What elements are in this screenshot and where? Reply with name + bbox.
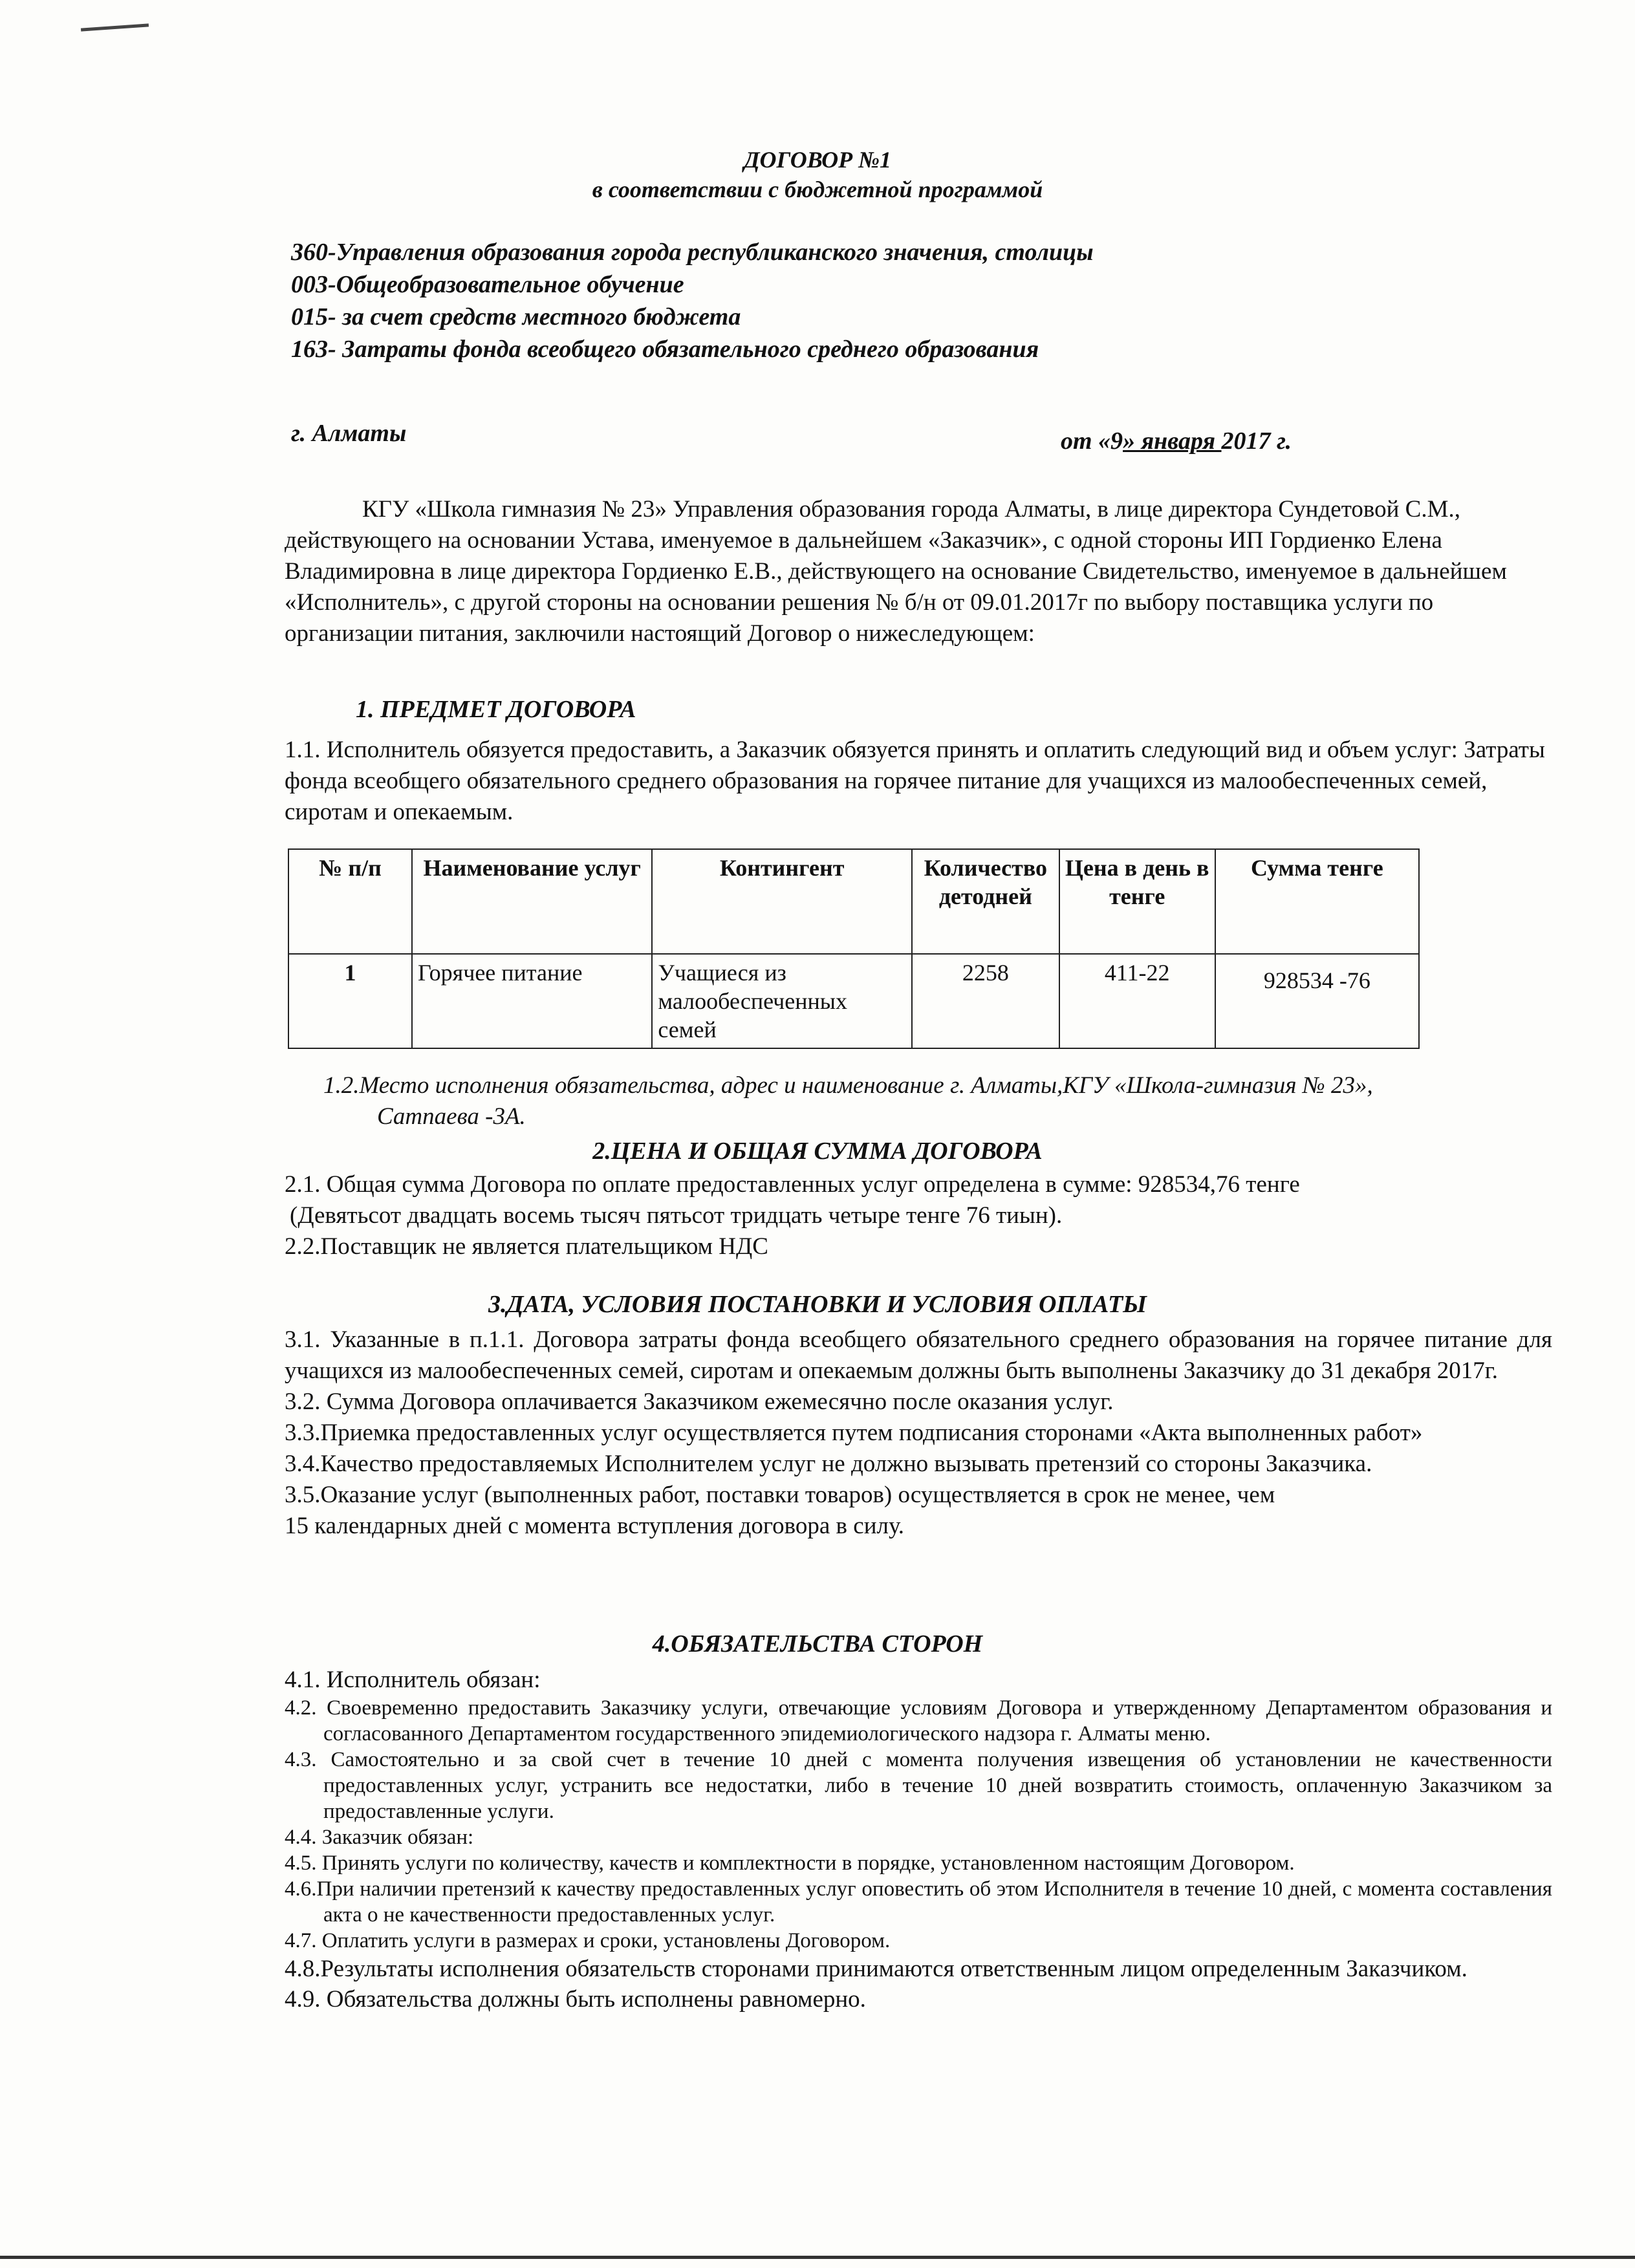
clause-4-9: 4.9. Обязательства должны быть исполнены равномерно.	[285, 1986, 866, 2013]
clause-4-2: 4.2. Своевременно предоставить Заказчику услуги, отвечающие условиям Договора и утвержденному Департаментом образования и согласованного Департаментом государственного эпидемиологического надзора г. Алматы меню.	[285, 1696, 1552, 1745]
clause-4-4: 4.4. Заказчик обязан:	[285, 1826, 474, 1849]
table-header: Контингент	[652, 849, 912, 954]
clause-4-8: 4.8.Результаты исполнения обязательств сторонами принимаются ответственным лицом определенным Заказчиком.	[285, 1956, 1467, 1982]
budget-line: 003-Общеобразовательное обучение	[291, 271, 684, 298]
date-suffix: 2017 г.	[1221, 427, 1292, 455]
scan-bottom-edge	[0, 2256, 1635, 2259]
clause-2-1: 2.1. Общая сумма Договора по оплате предоставленных услуг определена в сумме: 928534,76 тенге	[285, 1171, 1300, 1198]
table-cell: Горячее питание	[412, 954, 652, 1048]
table-header: Количество детодней	[912, 849, 1059, 954]
date-underlined: » января	[1123, 427, 1222, 455]
section-4-body	[285, 1665, 1552, 2014]
section-3-heading: 3.ДАТА, УСЛОВИЯ ПОСТАНОВКИ И УСЛОВИЯ ОПЛАТЫ	[488, 1291, 1147, 1318]
clause-3-5-term: 15 календарных дней с момента вступления договора в силу.	[285, 1513, 905, 1539]
table-header: Цена в день в тенге	[1059, 849, 1215, 954]
clause-4-5: 4.5. Принять услуги по количеству, качеств и комплектности в порядке, установленном настоящим Договором.	[285, 1852, 1295, 1875]
section-4-heading: 4.ОБЯЗАТЕЛЬСТВА СТОРОН	[652, 1630, 983, 1658]
section-2-body	[285, 1169, 1552, 1262]
clause-1-2-address: Сатпаева -3А.	[377, 1103, 526, 1130]
clause-1-2: 1.2.Место исполнения обязательства, адрес и наименование г. Алматы,КГУ «Школа-гимназия № 23»,	[323, 1072, 1373, 1099]
contract-date	[1061, 427, 1292, 455]
table-row	[288, 954, 1419, 1048]
section-3-body	[285, 1324, 1552, 1542]
table-header: Наименование услуг	[412, 849, 652, 954]
clause-3-1: 3.1. Указанные в п.1.1. Договора затраты фонда всеобщего обязательного среднего образования на горячее питание для учащихся из малообеспеченных семей, сиротам и опекаемым должны быть выполнены Заказчику до 31 декабря 2017г.	[285, 1326, 1552, 1384]
clause-3-5: 3.5.Оказание услуг (выполненных работ, поставки товаров) осуществляется в срок не менее, чем	[285, 1482, 1275, 1508]
budget-line: 015- за счет средств местного бюджета	[291, 303, 741, 330]
document-title: ДОГОВОР №1	[743, 147, 892, 173]
city: г. Алматы	[291, 420, 407, 447]
clause-3-4: 3.4.Качество предоставляемых Исполнителем услуг не должно вызывать претензий со стороны Заказчика.	[285, 1451, 1372, 1477]
date-prefix: от «9	[1061, 427, 1123, 455]
table-cell: 2258	[912, 954, 1059, 1048]
table-header: № п/п	[288, 849, 412, 954]
clause-4-6: 4.6.При наличии претензий к качеству предоставленных услуг оповестить об этом Исполнителя в течение 10 дней, с момента составления акта о не качественности предоставленных услуг.	[285, 1877, 1552, 1927]
table-header: Сумма тенге	[1215, 849, 1419, 954]
table-header-row	[288, 849, 1419, 954]
table-cell: 928534 -76	[1215, 954, 1419, 1048]
budget-line: 163- Затраты фонда всеобщего обязательного среднего образования	[291, 336, 1039, 363]
clause-4-7: 4.7. Оплатить услуги в размерах и сроки, установлены Договором.	[285, 1929, 891, 1952]
clause-2-2: 2.2.Поставщик не является плательщиком НДС	[285, 1233, 768, 1260]
services-table	[288, 848, 1420, 1049]
budget-line: 360-Управления образования города республиканского значения, столицы	[291, 239, 1094, 266]
intro-paragraph: КГУ «Школа гимназия № 23» Управления образования города Алматы, в лице директора Сундетовой С.М., действующего на основании Устава, именуемое в дальнейшем «Заказчик», с одной стороны ИП Гордиенко Елена Владимировна в лице директора Гордиенко Е.В., действующего на основание Свидетельство, именуемое в дальнейшем «Исполнитель», с другой стороны на основании решения № б/н от 09.01.2017г по выбору поставщика услуги по организации питания, заключили настоящий Договор о нижеследующем:	[285, 496, 1507, 647]
table-cell: Учащиеся из малообеспеченных семей	[652, 954, 912, 1048]
document-subtitle: в соответствии с бюджетной программой	[592, 177, 1043, 202]
section-1-heading: 1. ПРЕДМЕТ ДОГОВОРА	[356, 696, 636, 723]
clause-4-3: 4.3. Самостоятельно и за свой счет в течение 10 дней с момента получения извещения об установлении не качественности предоставленных услуг, устранить все недостатки, либо в течение 10 дней возвратить стоимость, оплаченную Заказчиком за предоставленные услуги.	[285, 1748, 1552, 1823]
budget-program-lines	[291, 236, 1094, 365]
scan-mark	[81, 23, 149, 31]
clause-3-2: 3.2. Сумма Договора оплачивается Заказчиком ежемесячно после оказания услуг.	[285, 1388, 1114, 1415]
clause-4-1: 4.1. Исполнитель обязан:	[285, 1667, 541, 1693]
clause-3-3: 3.3.Приемка предоставленных услуг осуществляется путем подписания сторонами «Акта выполненных работ»	[285, 1420, 1423, 1446]
section-2-heading: 2.ЦЕНА И ОБЩАЯ СУММА ДОГОВОРА	[592, 1138, 1043, 1165]
clause-1-1: 1.1. Исполнитель обязуется предоставить, а Заказчик обязуется принять и оплатить следующий вид и объем услуг: Затраты фонда всеобщего обязательного среднего образования на горячее питание для учащихся из малообеспеченных семей, сиротам и опекаемым.	[285, 737, 1545, 825]
clause-2-1-words: (Девятьсот двадцать восемь тысяч пятьсот тридцать четыре тенге 76 тиын).	[290, 1202, 1063, 1229]
table-cell: 411-22	[1059, 954, 1215, 1048]
table-cell: 1	[288, 954, 412, 1048]
